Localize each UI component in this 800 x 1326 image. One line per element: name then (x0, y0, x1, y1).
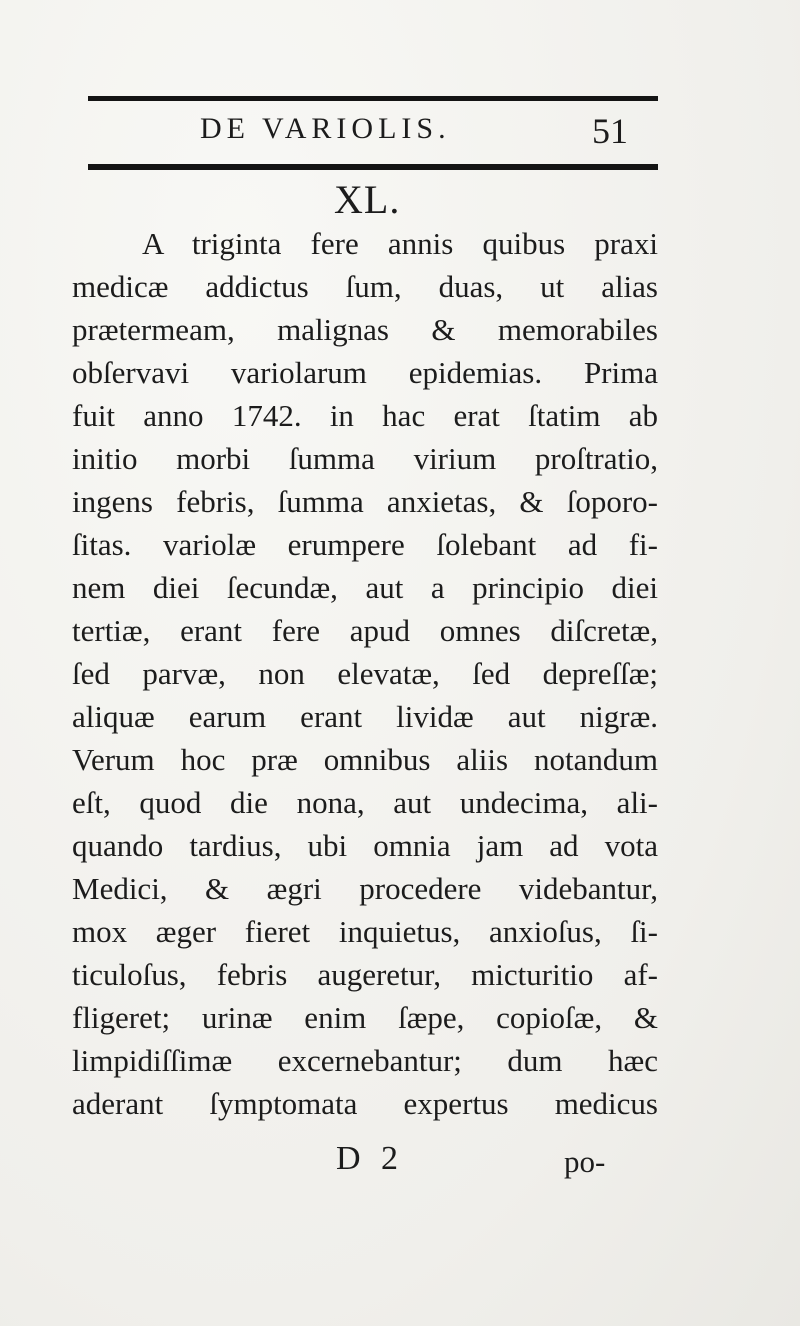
text-line: fuit anno 1742. in hac erat ſtatim ab (72, 398, 658, 433)
text-line: mox æger fieret inquietus, anxioſus, ſi- (72, 914, 658, 949)
text-line: prætermeam, malignas & memorabiles (72, 312, 658, 347)
catchword: po- (564, 1144, 606, 1179)
text-line: initio morbi ſumma virium proſtratio, (72, 441, 658, 476)
text-line: obſervavi variolarum epidemias. Prima (72, 355, 658, 390)
page-number: 51 (592, 111, 628, 151)
header-rule-bottom (88, 164, 658, 170)
running-head: DE VARIOLIS. (200, 112, 451, 145)
text-line: Verum hoc præ omnibus aliis notandum (72, 742, 658, 777)
text-line: nem diei ſecundæ, aut a principio diei (72, 570, 658, 605)
text-line: Medici, & ægri procedere videbantur, (72, 871, 658, 906)
text-line: eſt, quod die nona, aut undecima, ali- (72, 785, 658, 820)
text-line: ticuloſus, febris augeretur, micturitio af- (72, 957, 658, 992)
body-text (72, 222, 658, 1125)
text-line: medicæ addictus ſum, duas, ut alias (72, 269, 658, 304)
header-rule-top (88, 96, 658, 101)
text-line: aliquæ earum erant lividæ aut nigræ. (72, 699, 658, 734)
text-line: quando tardius, ubi omnia jam ad vota (72, 828, 658, 863)
signature-mark: D 2 (336, 1140, 405, 1177)
text-line: fligeret; urinæ enim ſæpe, copioſæ, & (72, 1000, 658, 1035)
text-line: aderant ſymptomata expertus medicus (72, 1086, 658, 1121)
section-number: XL. (334, 177, 401, 222)
text-line: limpidiſſimæ excernebantur; dum hæc (72, 1043, 658, 1078)
text-line: A triginta fere annis quibus praxi (142, 226, 658, 261)
text-line: ingens febris, ſumma anxietas, & ſoporo- (72, 484, 658, 519)
text-line: tertiæ, erant fere apud omnes diſcretæ, (72, 613, 658, 648)
text-line: ſitas. variolæ erumpere ſolebant ad fi- (72, 527, 658, 562)
text-line: ſed parvæ, non elevatæ, ſed depreſſæ; (72, 656, 658, 691)
